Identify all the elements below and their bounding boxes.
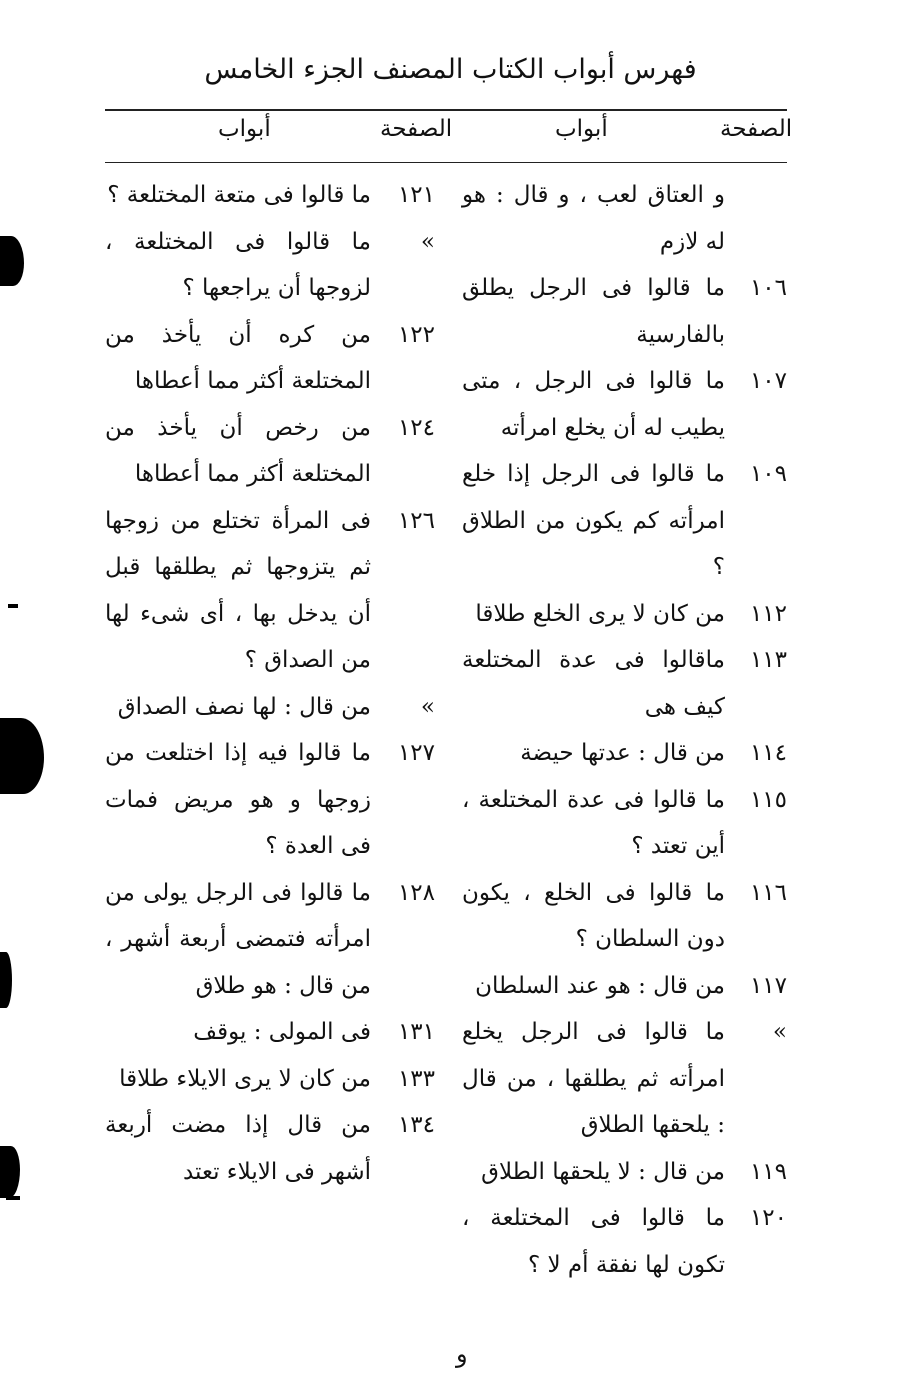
entry-title: من قال : عدتها حيضة bbox=[520, 740, 725, 766]
page-folio: و bbox=[456, 1340, 468, 1368]
entry-title: ما قالوا فى المختلعة ، لزوجها أن يراجعها ؟ bbox=[105, 228, 371, 301]
entry-title: ما قالوا فى عدة المختلعة ، أين تعتد ؟ bbox=[462, 786, 725, 859]
index-entry bbox=[105, 870, 435, 1010]
index-entry bbox=[105, 730, 435, 870]
index-entry bbox=[462, 265, 787, 358]
index-entry bbox=[105, 1009, 435, 1056]
entry-title: من قال : لا يلحقها الطلاق bbox=[481, 1158, 725, 1185]
header-page-right: الصفحة bbox=[720, 116, 793, 142]
index-entry bbox=[462, 591, 787, 638]
index-entry bbox=[462, 870, 787, 963]
header-bottom-rule bbox=[105, 162, 787, 163]
index-entry bbox=[105, 498, 435, 684]
index-entry bbox=[105, 172, 435, 219]
entry-page: ١٣١ bbox=[397, 1019, 435, 1045]
entry-page: ١٢١ bbox=[397, 182, 435, 208]
index-entry bbox=[105, 405, 435, 498]
entry-title: من قال إذا مضت أربعة أشهر فى الايلاء تعتد bbox=[105, 1112, 371, 1185]
entry-page: ١١٤ bbox=[749, 740, 787, 766]
entry-page: ١٢٦ bbox=[397, 507, 435, 534]
entry-page: ١١٢ bbox=[749, 600, 787, 627]
entry-title: فى المولى : يوقف bbox=[193, 1019, 371, 1045]
header-chapters-right: أبواب bbox=[555, 116, 608, 142]
entry-page: ١٣٤ bbox=[397, 1112, 435, 1138]
entry-page: ١١٦ bbox=[749, 879, 787, 906]
entry-page: ١٢٨ bbox=[397, 879, 435, 906]
ink-speck bbox=[8, 604, 18, 608]
entry-page: ١١٧ bbox=[749, 972, 787, 999]
header-page-left: الصفحة bbox=[380, 116, 453, 142]
entry-title: من كره أن يأخذ من المختلعة أكثر مما أعطاها bbox=[105, 321, 371, 394]
header-top-rule bbox=[105, 109, 787, 111]
entry-page: ١١٩ bbox=[749, 1158, 787, 1185]
index-entry bbox=[105, 219, 435, 312]
entry-page: ١٢٤ bbox=[397, 414, 435, 441]
index-entry bbox=[462, 358, 787, 451]
index-entry bbox=[462, 777, 787, 870]
entry-page: ١١٣ bbox=[749, 647, 787, 673]
entry-title: ما قالوا فى المختلعة ، تكون لها نفقة أم لا ؟ bbox=[462, 1205, 725, 1278]
entry-title: و العتاق لعب ، و قال : هو له لازم bbox=[462, 182, 725, 255]
entry-title: ما قالوا فى الرجل إذا خلع امرأته كم يكون من الطلاق ؟ bbox=[462, 461, 725, 580]
ink-blot bbox=[0, 236, 24, 286]
entry-title: من كان لا يرى الايلاء طلاقا bbox=[119, 1065, 371, 1092]
index-entry bbox=[105, 1102, 435, 1195]
index-column-right bbox=[462, 172, 787, 1278]
entry-title: ما قالوا فيه إذا اختلعت من زوجها و هو مريض فمات فى العدة ؟ bbox=[105, 740, 371, 859]
entry-title: ما قالوا فى متعة المختلعة ؟ bbox=[107, 182, 371, 208]
entry-title: فى المرأة تختلع من زوجها ثم يتزوجها ثم يطلقها قبل أن يدخل بها ، أى شىء لها من الصداق ؟ bbox=[105, 507, 371, 673]
entry-title: من كان لا يرى الخلع طلاقا bbox=[475, 600, 725, 627]
ink-blot bbox=[0, 952, 12, 1008]
index-column-left bbox=[105, 172, 435, 1272]
entry-page: ١٢٠ bbox=[749, 1205, 787, 1231]
entry-title: ما قالوا فى الرجل يطلق بالفارسية bbox=[462, 275, 725, 348]
entry-title: ما قالوا فى الخلع ، يكون دون السلطان ؟ bbox=[462, 879, 725, 952]
index-entry bbox=[462, 172, 787, 265]
ink-blot bbox=[0, 718, 44, 794]
entry-page: ١٢٧ bbox=[397, 740, 435, 766]
entry-title: ما قالوا فى الرجل يولى من امرأته فتمضى أربعة أشهر ، من قال : هو طلاق bbox=[105, 879, 371, 999]
entry-page: » bbox=[420, 228, 435, 255]
index-entry bbox=[462, 730, 787, 777]
index-entry bbox=[462, 1009, 787, 1149]
index-entry bbox=[462, 1195, 787, 1288]
entry-page: ١٠٧ bbox=[749, 368, 787, 394]
header-chapters-left: أبواب bbox=[218, 116, 271, 142]
entry-page: » bbox=[420, 693, 435, 720]
index-entry bbox=[105, 684, 435, 731]
index-entry bbox=[462, 451, 787, 591]
entry-page: ١٠٦ bbox=[749, 275, 787, 301]
index-entry bbox=[462, 1149, 787, 1196]
ink-speck bbox=[6, 1196, 20, 1200]
entry-page: ١٠٩ bbox=[749, 461, 787, 487]
entry-title: ما قالوا فى الرجل يخلع امرأته ثم يطلقها ، من قال : يلحقها الطلاق bbox=[462, 1019, 725, 1138]
index-entry bbox=[105, 312, 435, 405]
entry-page: ١٢٢ bbox=[397, 321, 435, 348]
ink-blot bbox=[0, 1146, 20, 1198]
entry-title: من رخص أن يأخذ من المختلعة أكثر مما أعطاها bbox=[105, 414, 371, 487]
entry-page: ١٣٣ bbox=[397, 1065, 435, 1092]
entry-title: من قال : هو عند السلطان bbox=[475, 972, 725, 999]
page-title: فهرس أبواب الكتاب المصنف الجزء الخامس bbox=[204, 54, 697, 85]
entry-title: ماقالوا فى عدة المختلعة كيف هى bbox=[462, 647, 725, 720]
entry-title: من قال : لها نصف الصداق bbox=[117, 693, 371, 720]
entry-title: ما قالوا فى الرجل ، متى يطيب له أن يخلع امرأته bbox=[462, 368, 725, 441]
entry-page: » bbox=[772, 1019, 787, 1045]
index-entry bbox=[105, 1056, 435, 1103]
entry-page: ١١٥ bbox=[749, 786, 787, 813]
index-entry bbox=[462, 637, 787, 730]
index-entry bbox=[462, 963, 787, 1010]
